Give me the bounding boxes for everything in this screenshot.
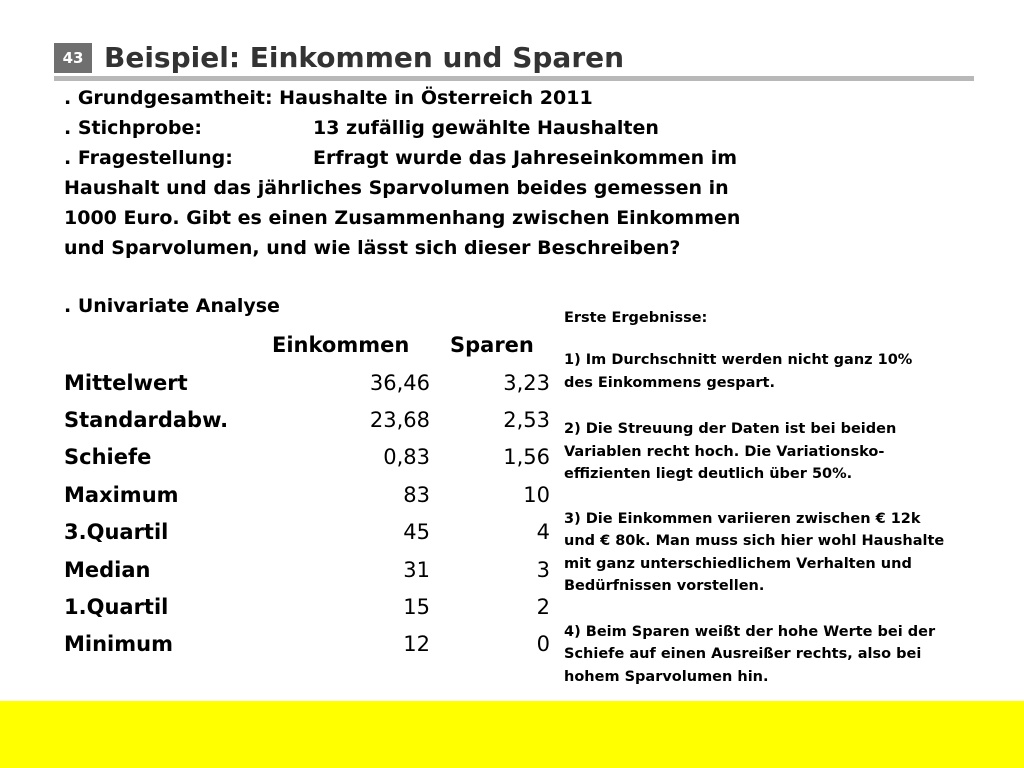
question-line [64,146,738,170]
table-row [64,442,554,472]
question-value: Erfragt wurde das Jahreseinkommen im [313,147,738,169]
stat-label: Standardabw. [64,408,229,432]
table-row [64,480,554,510]
saving-value: 2,53 [503,408,550,432]
saving-value: 1,56 [503,445,550,469]
income-value: 31 [403,558,430,582]
result-line: 2) Die Streuung der Daten ist bei beiden [564,421,897,437]
result-line: effizienten liegt deutlich über 50%. [564,466,853,482]
saving-value: 2 [536,595,550,619]
result-line: 3) Die Einkommen variieren zwischen € 12k [564,511,921,527]
stat-label: Maximum [64,483,179,507]
income-value: 45 [403,520,430,544]
result-line: hohem Sparvolumen hin. [564,669,769,685]
question-text-line: Haushalt und das jährliches Sparvolumen beides gemessen in [64,177,729,199]
income-value: 15 [403,595,430,619]
sample-line [64,116,659,140]
univariate-analysis-heading: . Univariate Analyse [64,295,280,317]
slide-number-badge: 43 [54,43,92,73]
question-text-line: und Sparvolumen, und wie lässt sich dieser Beschreiben? [64,237,681,259]
table-row [64,592,554,622]
population-line: . Grundgesamtheit: Haushalte in Österreich 2011 [64,87,593,109]
saving-value: 10 [523,483,550,507]
table-row [64,368,554,398]
table-row [64,517,554,547]
saving-value: 3 [536,558,550,582]
result-line: des Einkommens gespart. [564,375,775,391]
stat-label: Minimum [64,632,173,656]
result-line: Variablen recht hoch. Die Variationsko- [564,444,885,460]
table-row [64,629,554,659]
income-value: 0,83 [383,445,430,469]
column-header-income: Einkommen [272,333,410,357]
income-value: 23,68 [369,408,430,432]
result-line: Bedürfnissen vorstellen. [564,578,765,594]
stat-label: Mittelwert [64,371,188,395]
footer-bar [0,701,1024,768]
result-line: 1) Im Durchschnitt werden nicht ganz 10% [564,352,913,368]
income-value: 36,46 [369,371,430,395]
stat-label: Median [64,558,151,582]
table-row [64,555,554,585]
stat-label: 3.Quartil [64,520,169,544]
result-line: 4) Beim Sparen weißt der hohe Werte bei der [564,624,936,640]
table-row [64,405,554,435]
stat-label: Schiefe [64,445,152,469]
results-heading: Erste Ergebnisse: [564,310,708,326]
question-text-line: 1000 Euro. Gibt es einen Zusammenhang zwischen Einkommen [64,207,741,229]
saving-value: 4 [536,520,550,544]
income-value: 12 [403,632,430,656]
result-line: und € 80k. Man muss sich hier wohl Haushalte [564,533,945,549]
saving-value: 3,23 [503,371,550,395]
stat-label: 1.Quartil [64,595,169,619]
slide-title: Beispiel: Einkommen und Sparen [104,41,625,74]
saving-value: 0 [536,632,550,656]
sample-value: 13 zufällig gewählte Haushalten [313,117,659,139]
result-line: mit ganz unterschiedlichem Verhalten und [564,556,912,572]
title-divider [54,76,974,81]
income-value: 83 [403,483,430,507]
column-header-saving: Sparen [450,333,534,357]
result-line: Schiefe auf einen Ausreißer rechts, also bei [564,646,922,662]
question-label: . Fragestellung: [64,147,233,169]
sample-label: . Stichprobe: [64,117,203,139]
